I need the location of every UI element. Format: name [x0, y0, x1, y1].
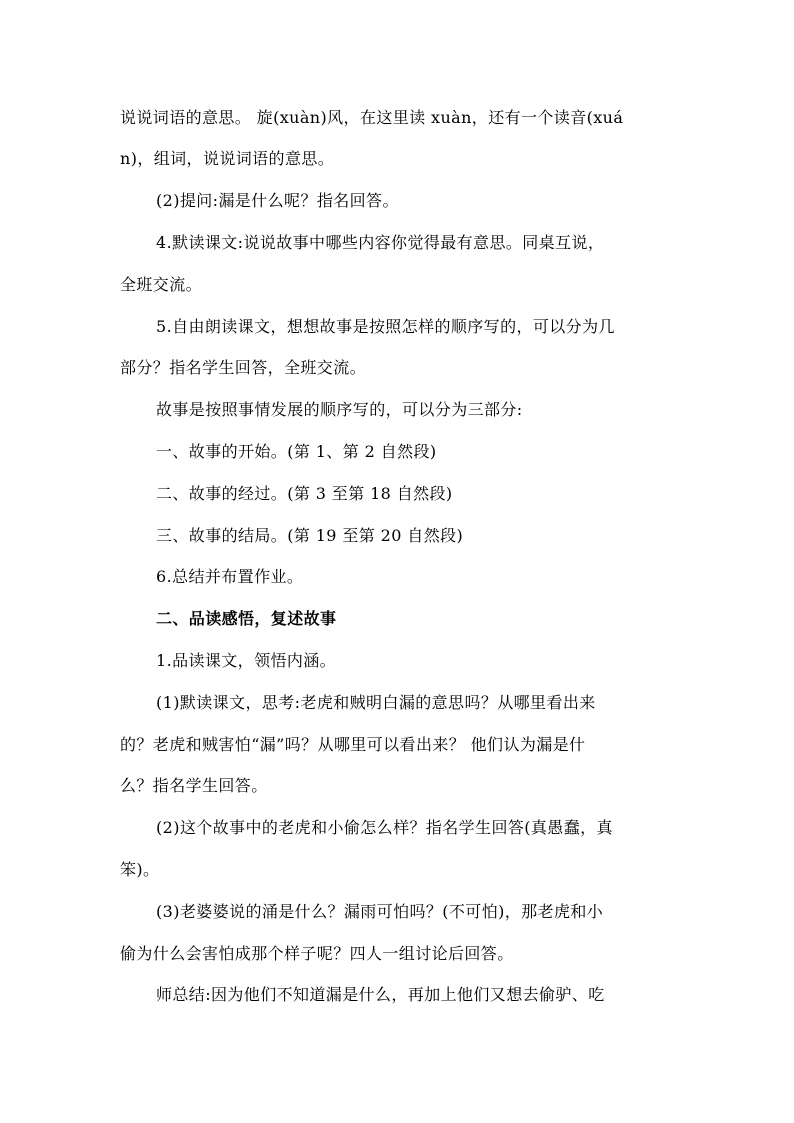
- text-line: 么？指名学生回答。: [120, 776, 268, 795]
- text-line: (2)这个故事中的老虎和小偷怎么样？指名学生回答(真愚蠢，真: [156, 818, 613, 837]
- section-heading: 二、品读感悟，复述故事: [156, 609, 337, 628]
- text-line: 笨)。: [120, 860, 160, 879]
- text-line: 说说词语的意思。 旋(xuàn)风，在这里读 xuàn，还有一个读音(xuá: [120, 108, 624, 127]
- text-line: 一、故事的开始。(第 1、第 2 自然段): [156, 442, 437, 461]
- text-line: 5.自由朗读课文，想想故事是按照怎样的顺序写的，可以分为几: [156, 317, 615, 336]
- text-line: (1)默读课文，思考:老虎和贼明白漏的意思吗？从哪里看出来: [156, 693, 596, 712]
- text-line: 师总结:因为他们不知道漏是什么，再加上他们又想去偷驴、吃: [156, 985, 605, 1004]
- text-line: 故事是按照事情发展的顺序写的，可以分为三部分:: [156, 400, 523, 419]
- text-line: 1.品读课文，领悟内涵。: [156, 651, 337, 670]
- text-line: 偷为什么会害怕成那个样子呢？四人一组讨论后回答。: [120, 944, 514, 963]
- text-line: (3)老婆婆说的涌是什么？漏雨可怕吗？(不可怕)，那老虎和小: [156, 902, 604, 921]
- text-line: 4.默读课文:说说故事中哪些内容你觉得最有意思。同桌互说，: [156, 233, 605, 252]
- text-line: (2)提问:漏是什么呢？指名回答。: [156, 191, 399, 210]
- text-line: 部分？指名学生回答，全班交流。: [120, 358, 367, 377]
- text-line: n)，组词，说说词语的意思。: [120, 149, 335, 168]
- text-line: 三、故事的结局。(第 19 至第 20 自然段): [156, 526, 464, 545]
- text-line: 的？老虎和贼害怕“漏”吗？从哪里可以看出来？ 他们认为漏是什: [120, 735, 586, 754]
- text-line: 二、故事的经过。(第 3 至第 18 自然段): [156, 484, 453, 503]
- text-line: 6.总结并布置作业。: [156, 567, 304, 586]
- text-line: 全班交流。: [120, 275, 203, 294]
